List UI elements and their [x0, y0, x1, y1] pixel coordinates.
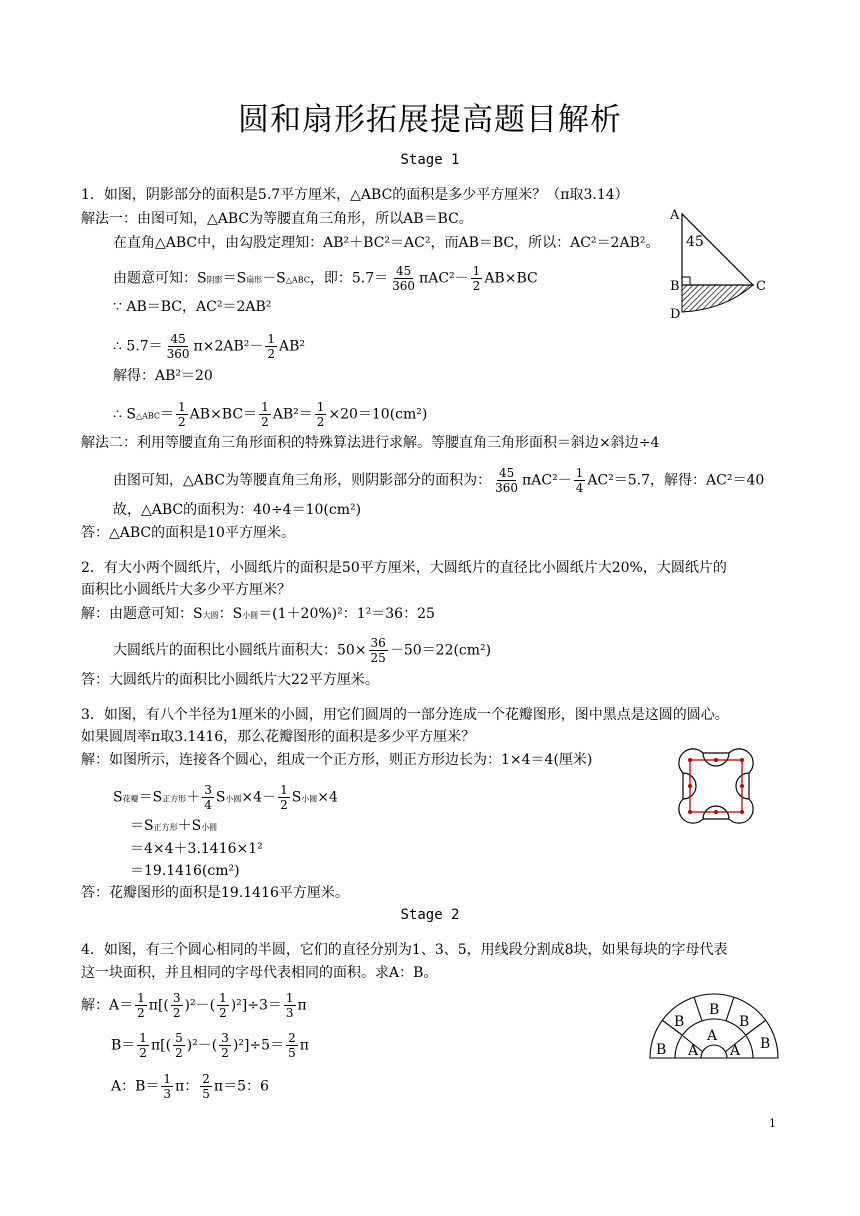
label-b-left-top: B [674, 1014, 685, 1030]
q4-line-3: A：B＝ $\frac{1}{3}$ π： $\frac{2}{5}$ π＝5：6 [111, 1072, 269, 1101]
q1-line-9: 故，△ABC的面积为：40÷4＝10(cm²) [113, 502, 362, 518]
fraction: $\frac{2}{5}$ [202, 1072, 210, 1101]
fraction: $\frac{1}{2}$ [261, 400, 269, 429]
q3-answer: 答：花瓣图形的面积是19.1416平方厘米。 [81, 885, 349, 901]
fraction: $\frac{1}{2}$ [280, 783, 288, 812]
fraction: $\frac{45}{360}$ [392, 264, 416, 293]
fraction: $\frac{1}{2}$ [137, 991, 145, 1020]
q4-text-2: 这一块面积，并且相同的字母代表相同的面积。求A：B。 [81, 965, 438, 981]
q1-method-2: 解法二：利用等腰直角三角形面积的特殊算法进行求解。等腰直角三角形面积＝斜边×斜边÷4 [81, 435, 660, 451]
q3-line-1: 解：如图所示，连接各个圆心，组成一个正方形，则正方形边长为：1×4＝4(厘米) [81, 752, 593, 768]
label-angle: 45 [686, 234, 704, 250]
q3-line-4: ＝4×4＋3.1416×1² [130, 841, 263, 857]
red-square [690, 760, 742, 812]
inner-semicircle [701, 1045, 727, 1058]
label-b-right-bottom: B [760, 1036, 771, 1052]
fraction: $\frac{1}{2}$ [472, 264, 481, 293]
q4-text-1: 4．如图，有三个圆心相同的半圆，它们的直径分别为1、3、5，用线段分割成8块，如果每块的字母代表 [81, 942, 728, 958]
fraction: $\frac{1}{2}$ [178, 400, 186, 429]
q1-text: 1．如图，阴影部分的面积是5.7平方厘米，△ABC的面积是多少平方厘米？（π取3.14） [81, 187, 629, 203]
q4-line-2: B＝ $\frac{1}{2}$ π[( $\frac{5}{2}$ )²－( $\frac{3}{2}$ )²]÷5＝ $\frac{2}{5}$ π [111, 1031, 309, 1060]
q2-text-1: 2．有大小两个圆纸片，小圆纸片的面积是50平方厘米，大圆纸片的直径比小圆纸片大20%，大圆纸片的 [81, 560, 727, 576]
label-b: B [670, 279, 680, 294]
q4-line-1: 解：A＝ $\frac{1}{2}$ π[( $\frac{3}{2}$ )²－( $\frac{1}{2}$ )²]÷3＝ $\frac{1}{3}$ π [81, 991, 307, 1020]
q3-line-3: ＝S正方形＋S小圆 [130, 818, 218, 834]
label-b-right-top: B [739, 1014, 750, 1030]
fraction: $\frac{3}{2}$ [221, 1031, 229, 1060]
fraction: $\frac{1}{2}$ [316, 400, 325, 429]
q3-text-1: 3．如图，有八个半径为1厘米的小圆，用它们圆周的一部分连成一个花瓣图形，图中黑点是这圆的圆心。 [81, 707, 729, 723]
fraction: $\frac{5}{2}$ [175, 1031, 183, 1060]
q1-line-6: 解得：AB²＝20 [113, 368, 213, 384]
fraction: $\frac{1}{2}$ [219, 991, 227, 1020]
q1-line-4: ∵ AB＝BC，AC²＝2AB² [113, 299, 272, 315]
q1-line-5: ∴ 5.7＝ $\frac{45}{360}$ π×2AB²－ $\frac{1}{2}$ AB² [113, 332, 306, 361]
q1-line-2: 在直角△ABC中，由勾股定理知：AB²＋BC²＝AC²，而AB＝BC，所以：AC²＝2AB²。 [113, 235, 660, 251]
figure-semicircles [644, 992, 784, 1064]
fraction: $\frac{1}{3}$ [163, 1072, 172, 1101]
q2-line-2: 大圆纸片的面积比小圆纸片面积大：50× $\frac{36}{25}$ －50＝22(cm²) [113, 636, 492, 665]
fraction: $\frac{1}{4}$ [575, 466, 584, 495]
q1-line-8: 由图可知，△ABC为等腰直角三角形，则阴影部分的面积为： $\frac{45}{360}$ πAC²－ $\frac{1}{4}$ AC²＝5.7，解得：AC²＝40 [113, 466, 765, 495]
label-d: D [670, 307, 681, 322]
fraction: $\frac{1}{2}$ [139, 1031, 147, 1060]
stage-2-heading: Stage 2 [400, 907, 460, 923]
label-b-middle-top: B [709, 1002, 720, 1018]
stage-1-heading: Stage 1 [400, 152, 460, 168]
q3-text-2: 如果圆周率π取3.1416，那么花瓣图形的面积是多少平方厘米？ [81, 729, 476, 745]
fraction: $\frac{45}{360}$ [166, 332, 190, 361]
figure-triangle-sector [664, 206, 774, 326]
label-a-left: A [688, 1043, 699, 1059]
inner-arcs [683, 753, 749, 819]
q1-answer: 答：△ABC的面积是10平方厘米。 [81, 525, 295, 541]
label-c: C [756, 279, 766, 294]
label-a-right: A [730, 1043, 741, 1059]
fraction: $\frac{1}{3}$ [285, 991, 294, 1020]
figure-petal [674, 744, 758, 828]
shaded-region [682, 285, 753, 312]
fraction: $\frac{3}{4}$ [204, 783, 212, 812]
q1-line-7: ∴ S△ABC＝ $\frac{1}{2}$ AB×BC＝ $\frac{1}{2}$ AB²＝ $\frac{1}{2}$ ×20＝10(cm²) [113, 400, 428, 429]
q2-line-1: 解：由题意可知：S大圆：S小圆＝(1＋20%)²：1²＝36：25 [81, 606, 435, 622]
label-a: A [670, 208, 680, 223]
fraction: $\frac{1}{2}$ [267, 332, 276, 361]
label-a-center: A [707, 1028, 718, 1044]
q3-line-2: S花瓣＝S正方形＋ $\frac{3}{4}$ S小圆×4－ $\frac{1}{2}$ S小圆×4 [113, 783, 338, 812]
q2-text-2: 面积比小圆纸片大多少平方厘米？ [81, 582, 291, 598]
q2-answer: 答：大圆纸片的面积比小圆纸片大22平方厘米。 [81, 672, 379, 688]
q3-line-5: ＝19.1416(cm²) [130, 863, 240, 879]
fraction: $\frac{3}{2}$ [172, 991, 181, 1020]
right-angle-mark [682, 277, 690, 285]
q1-line-3: 由题意可知：S阴影＝S扇形－S△ABC，即：5.7＝ $\frac{45}{360}$ πAC²－ $\frac{1}{2}$ AB×BC [113, 264, 538, 293]
fraction: $\frac{45}{360}$ [495, 466, 519, 495]
page-title: 圆和扇形拓展提高题目解析 [238, 102, 622, 138]
page-number: 1 [769, 1117, 776, 1130]
label-b-left-bottom: B [656, 1042, 667, 1058]
fraction: $\frac{2}{5}$ [288, 1031, 296, 1060]
q1-method-1: 解法一：由图可知，△ABC为等腰直角三角形，所以AB＝BC。 [81, 211, 473, 227]
fraction: $\frac{36}{25}$ [370, 636, 386, 665]
